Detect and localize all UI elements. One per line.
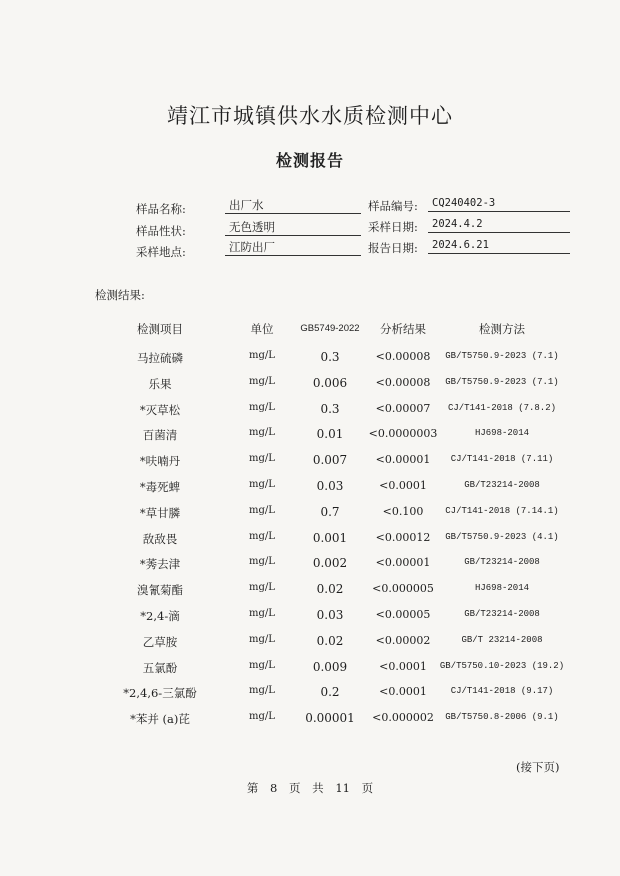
cell-standard-value: 0.7 — [320, 504, 340, 519]
cell-standard-value: 0.01 — [316, 427, 344, 442]
cell-result-value: <0.0000003 — [368, 427, 438, 441]
column-header-standard: GB5749-2022 — [300, 323, 360, 334]
cell-standard-value: 0.002 — [312, 556, 348, 571]
cell-result-value: <0.00002 — [375, 633, 431, 647]
cell-item: *2,4,6-三氯酚 — [123, 686, 197, 701]
sample-property-value: 无色透明 — [225, 220, 361, 236]
organization-title: 靖江市城镇供水水质检测中心 — [167, 104, 453, 128]
next-page-note: (接下页) — [516, 760, 560, 774]
cell-item: *毒死蜱 — [139, 480, 181, 494]
results-label: 检测结果: — [95, 288, 145, 302]
cell-standard-value: 0.006 — [312, 375, 348, 390]
column-header-unit: 单位 — [250, 322, 274, 336]
cell-method: GB/T23214-2008 — [464, 480, 540, 490]
column-header-method: 检测方法 — [479, 322, 525, 336]
cell-method: GB/T5750.8-2006 (9.1) — [445, 712, 559, 723]
cell-item: 溴氰菊酯 — [137, 583, 183, 598]
cell-item: *草甘膦 — [139, 505, 181, 520]
cell-method: CJ/T141-2018 (7.8.2) — [447, 402, 557, 413]
cell-item: 五氯酚 — [142, 660, 178, 675]
cell-standard-value: 0.03 — [316, 608, 344, 622]
cell-unit: mg/L — [249, 504, 275, 516]
cell-result-value: <0.00012 — [375, 530, 431, 544]
cell-standard-value: 0.3 — [320, 350, 340, 364]
cell-method: GB/T23214-2008 — [464, 609, 540, 619]
cell-method: GB/T 23214-2008 — [461, 634, 543, 645]
cell-unit: mg/L — [249, 582, 275, 594]
cell-unit: mg/L — [249, 530, 275, 542]
sample-number-value: CQ240402-3 — [428, 196, 570, 212]
cell-item: 马拉硫磷 — [137, 351, 183, 365]
cell-standard-value: 0.02 — [316, 582, 344, 597]
cell-result-value: <0.0001 — [379, 685, 427, 699]
cell-result-value: <0.00008 — [375, 375, 431, 389]
cell-unit: mg/L — [249, 608, 275, 619]
cell-item: *苯并 (a)芘 — [130, 712, 190, 727]
cell-item: 敌敌畏 — [142, 531, 178, 546]
cell-item: *呋喃丹 — [139, 454, 181, 469]
cell-result-value: <0.100 — [382, 504, 424, 518]
sample-date-label: 采样日期: — [368, 220, 418, 234]
column-header-item: 检测项目 — [137, 322, 183, 336]
cell-unit: mg/L — [249, 685, 275, 697]
cell-method: CJ/T141-2018 (7.14.1) — [445, 505, 559, 516]
report-title: 检测报告 — [275, 151, 344, 170]
cell-method: GB/T23214-2008 — [464, 557, 540, 568]
cell-method: CJ/T141-2018 (9.17) — [450, 686, 554, 697]
cell-method: GB/T5750.9-2023 (4.1) — [445, 531, 559, 542]
page-number: 第 8 页 共 11 页 — [246, 781, 374, 795]
cell-standard-value: 0.001 — [312, 530, 348, 545]
cell-unit: mg/L — [249, 350, 275, 361]
cell-item: 乙草胺 — [142, 634, 178, 649]
cell-item: 乐果 — [148, 376, 172, 391]
cell-result-value: <0.0001 — [379, 659, 427, 673]
cell-method: HJ698-2014 — [474, 428, 529, 439]
cell-result-value: <0.00001 — [375, 453, 431, 467]
cell-standard-value: 0.009 — [312, 659, 348, 674]
cell-method: GB/T5750.9-2023 (7.1) — [445, 376, 559, 387]
cell-result-value: <0.000002 — [372, 711, 434, 725]
cell-unit: mg/L — [249, 375, 275, 387]
sample-location-label: 采样地点: — [136, 245, 186, 259]
cell-result-value: <0.00007 — [375, 401, 431, 415]
cell-result-value: <0.00008 — [375, 350, 431, 363]
column-header-result: 分析结果 — [380, 322, 426, 336]
sample-date-value: 2024.4.2 — [428, 217, 570, 233]
cell-method: GB/T5750.10-2023 (19.2) — [439, 660, 565, 671]
report-date-value: 2024.6.21 — [428, 238, 570, 254]
cell-unit: mg/L — [249, 556, 275, 568]
cell-method: HJ698-2014 — [474, 583, 529, 594]
cell-result-value: <0.00001 — [375, 556, 431, 570]
sample-number-label: 样品编号: — [368, 199, 418, 213]
cell-unit: mg/L — [249, 711, 275, 723]
cell-result-value: <0.00005 — [375, 608, 431, 621]
report-date-label: 报告日期: — [368, 241, 418, 255]
cell-unit: mg/L — [249, 427, 275, 439]
sample-property-label: 样品性状: — [136, 224, 186, 238]
cell-item: *莠去津 — [139, 557, 181, 572]
cell-result-value: <0.000005 — [372, 582, 434, 596]
cell-standard-value: 0.00001 — [305, 711, 355, 726]
cell-result-value: <0.0001 — [379, 479, 427, 492]
cell-item: *灭草松 — [139, 402, 181, 417]
cell-unit: mg/L — [249, 453, 275, 465]
cell-item: *2,4-滴 — [140, 609, 180, 623]
sample-name-value: 出厂水 — [225, 198, 361, 214]
cell-method: CJ/T141-2018 (7.11) — [450, 454, 554, 465]
cell-standard-value: 0.02 — [316, 633, 344, 648]
cell-item: 百菌清 — [142, 428, 178, 443]
cell-unit: mg/L — [249, 633, 275, 645]
cell-unit: mg/L — [249, 659, 275, 671]
sample-name-label: 样品名称: — [136, 202, 186, 216]
cell-standard-value: 0.2 — [320, 685, 340, 700]
cell-method: GB/T5750.9-2023 (7.1) — [445, 351, 559, 361]
cell-standard-value: 0.3 — [320, 401, 340, 416]
cell-unit: mg/L — [249, 479, 275, 490]
cell-unit: mg/L — [249, 401, 275, 413]
cell-standard-value: 0.007 — [312, 453, 348, 468]
sample-location-value: 江防出厂 — [225, 240, 361, 256]
cell-standard-value: 0.03 — [316, 479, 344, 493]
